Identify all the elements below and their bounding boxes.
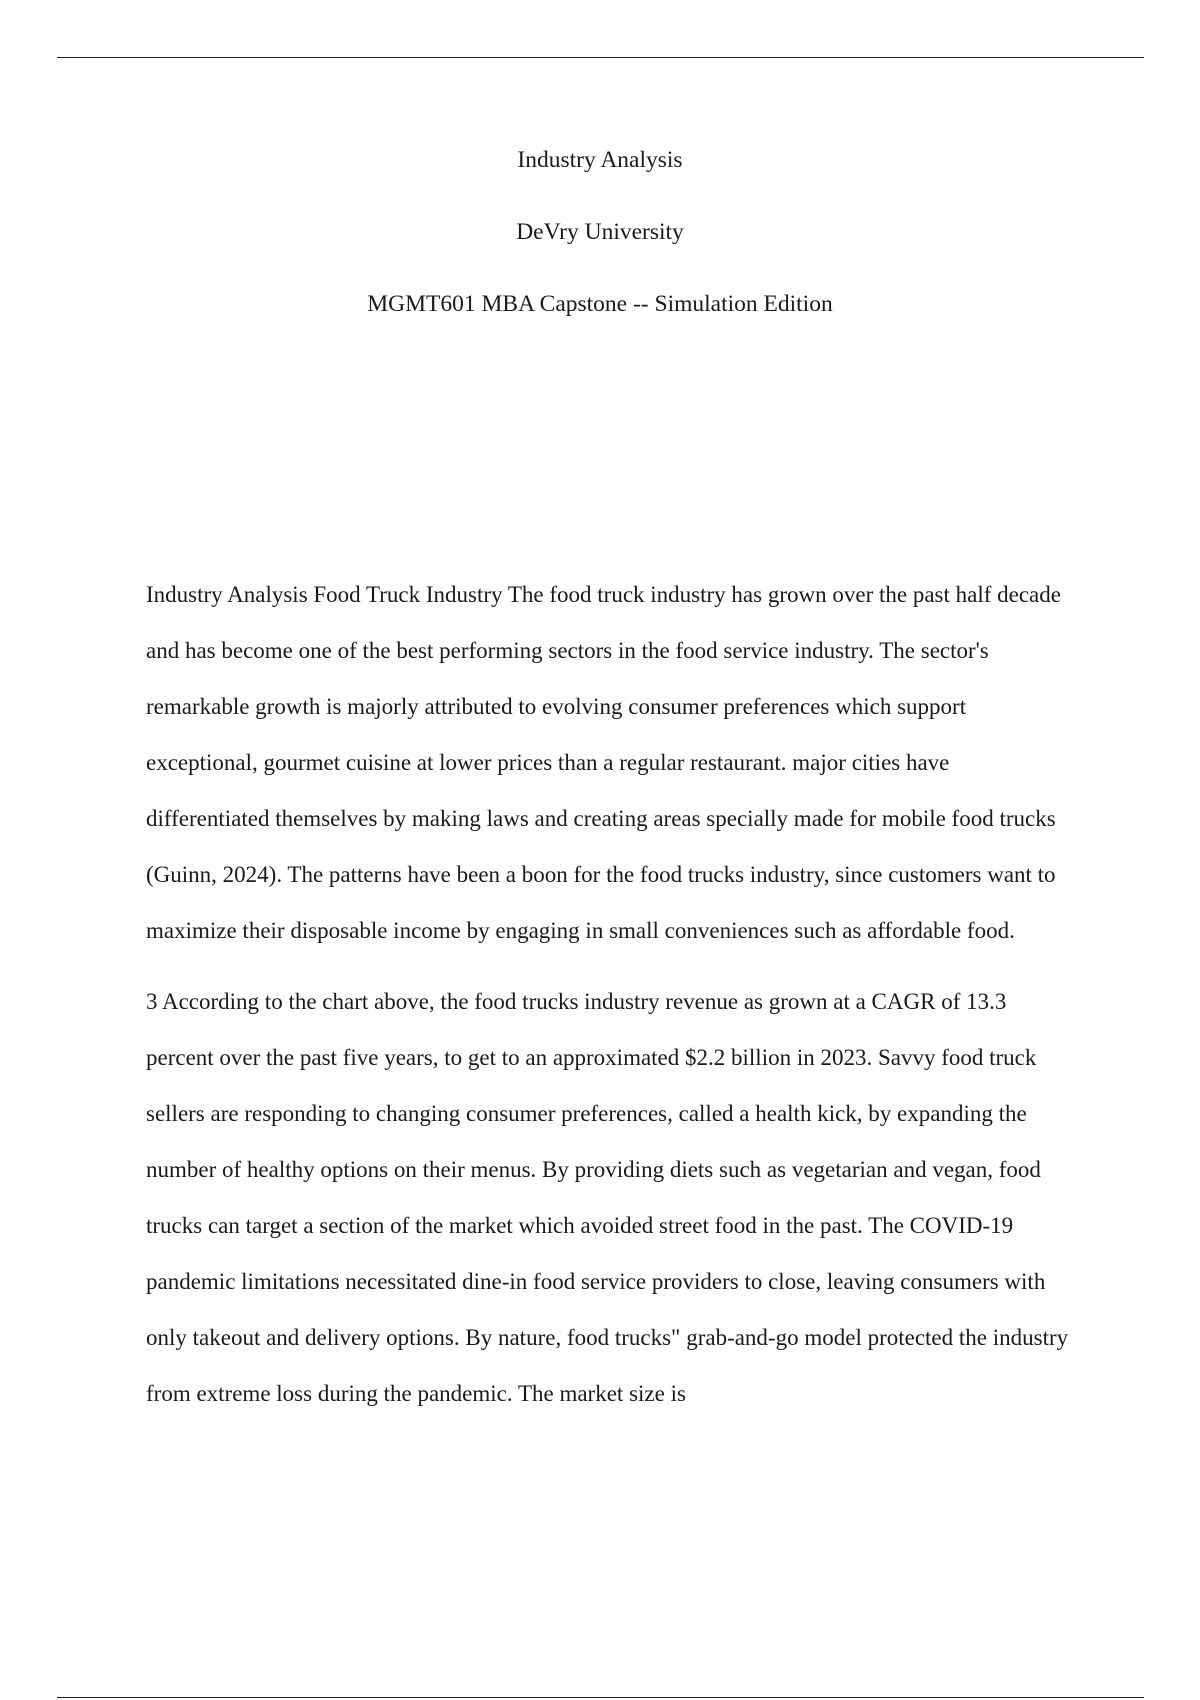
body-paragraph-2: 3 According to the chart above, the food trucks industry revenue as grown at a CAGR of 13.3 percent over the past five years, to get to an approximated $2.2 billion in 2023. Savvy food truck sellers are responding to changing consumer preferences, called a health kick, by expanding the number of healthy options on their menus. By providing diets such as vegetarian and vegan, food trucks can target a section of the market which avoided street food in the past. The COVID-19 pandemic limitations necessitated dine-in food service providers to close, leaving consumers with only takeout and delivery options. By nature, food trucks" grab-and-go model protected the industry from extreme loss during the pandemic. The market size is — [146, 989, 1069, 1406]
document-body — [146, 567, 1076, 1437]
top-page-rule — [57, 57, 1144, 58]
bottom-page-rule — [57, 1697, 1144, 1698]
document-title: Industry Analysis — [517, 147, 683, 173]
institution-name: DeVry University — [516, 219, 684, 245]
course-name: MGMT601 MBA Capstone -- Simulation Edition — [367, 291, 833, 317]
title-page-block — [0, 140, 1200, 356]
body-paragraph-1: Industry Analysis Food Truck Industry The food truck industry has grown over the past half decade and has become one of the best performing sectors in the food service industry. The sector's remarkable growth is majorly attributed to evolving consumer preferences which support exceptional, gourmet cuisine at lower prices than a regular restaurant. major cities have differentiated themselves by making laws and creating areas specially made for mobile food trucks (Guinn, 2024). The patterns have been a boon for the food trucks industry, since customers want to maximize their disposable income by engaging in small conveniences such as affordable food. — [146, 582, 1061, 943]
